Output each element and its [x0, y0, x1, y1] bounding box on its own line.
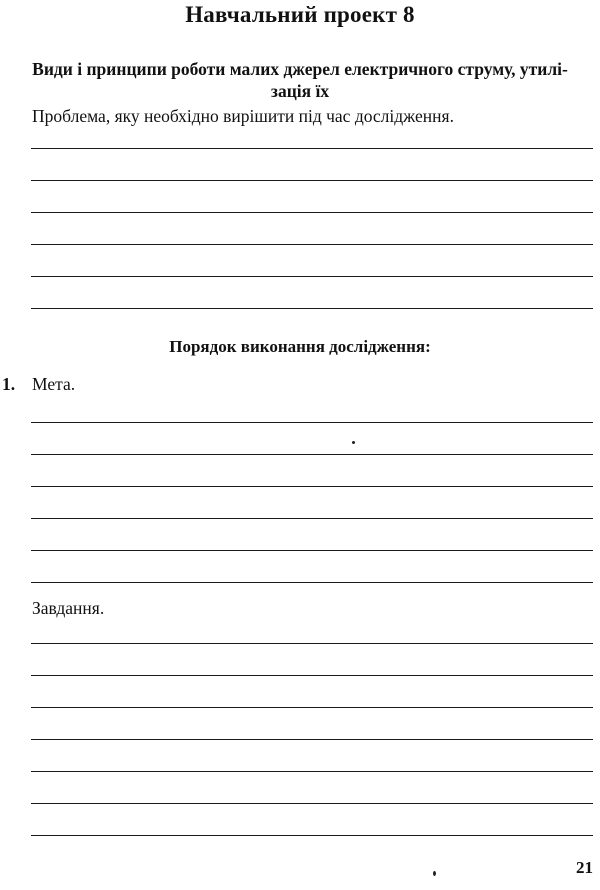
scan-speck	[433, 871, 436, 876]
goal-answer-line[interactable]	[31, 422, 593, 423]
problem-answer-line[interactable]	[31, 308, 593, 309]
tasks-label: Завдання.	[32, 598, 105, 618]
tasks-answer-line[interactable]	[31, 739, 593, 740]
goal-answer-line[interactable]	[31, 518, 593, 519]
goal-answer-line[interactable]	[31, 550, 593, 551]
problem-answer-line[interactable]	[31, 148, 593, 149]
tasks-answer-line[interactable]	[31, 675, 593, 676]
scan-speck	[352, 441, 355, 444]
goal-answer-line[interactable]	[31, 486, 593, 487]
tasks-answer-line[interactable]	[31, 803, 593, 804]
goal-answer-line[interactable]	[31, 454, 593, 455]
goal-answer-line[interactable]	[31, 582, 593, 583]
project-subtitle	[0, 58, 600, 102]
subtitle-line-2: зація їх	[270, 81, 330, 101]
problem-answer-line[interactable]	[31, 276, 593, 277]
step-number: 1.	[2, 374, 16, 394]
tasks-answer-line[interactable]	[31, 835, 593, 836]
problem-prompt: Проблема, яку необхідно вирішити під час дослідження.	[32, 106, 454, 126]
page-title: Навчальний проект 8	[185, 2, 415, 27]
page-number: 21	[576, 858, 593, 877]
tasks-answer-line[interactable]	[31, 707, 593, 708]
goal-label: Мета.	[32, 374, 76, 394]
problem-answer-line[interactable]	[31, 180, 593, 181]
tasks-answer-line[interactable]	[31, 771, 593, 772]
tasks-answer-line[interactable]	[31, 643, 593, 644]
subtitle-line-1: Види і принципи роботи малих джерел електричного струму, утилі-	[32, 59, 568, 79]
problem-answer-line[interactable]	[31, 212, 593, 213]
problem-answer-line[interactable]	[31, 244, 593, 245]
procedure-heading: Порядок виконання дослідження:	[169, 337, 431, 356]
